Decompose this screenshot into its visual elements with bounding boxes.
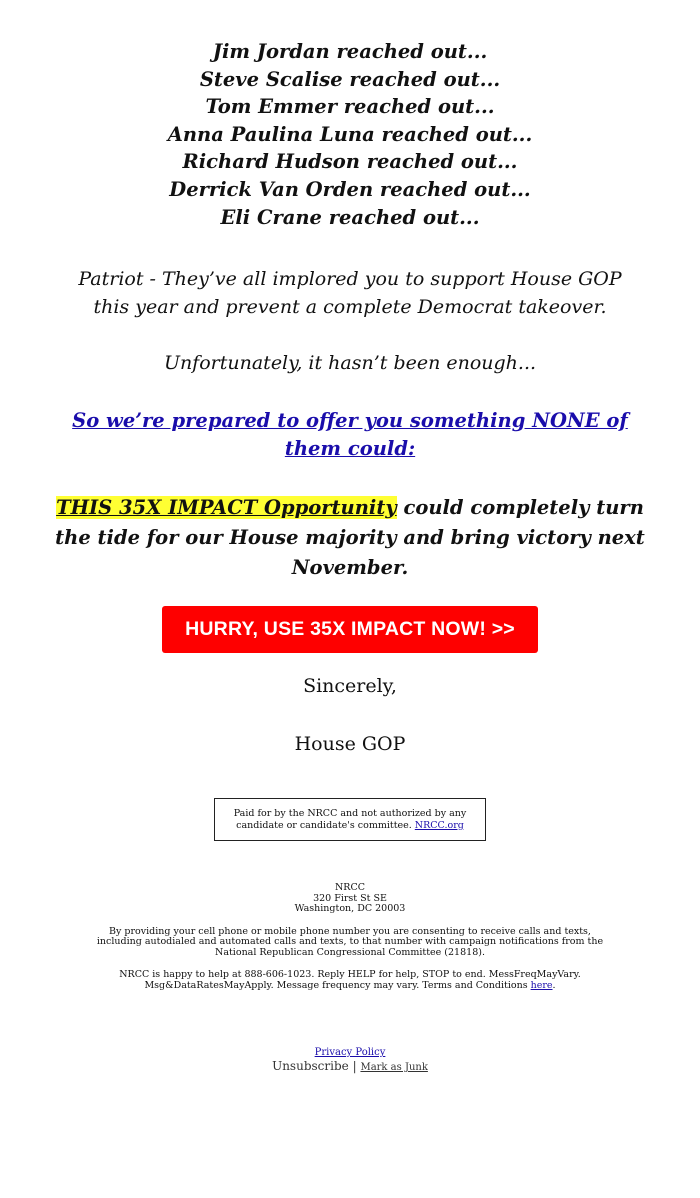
impact-paragraph <box>50 493 650 583</box>
cta-row <box>0 606 700 653</box>
unsubscribe-link[interactable]: Unsubscribe <box>272 1059 349 1074</box>
paid-for-disclaimer <box>214 798 486 841</box>
signature-text: House GOP <box>294 733 406 756</box>
footer-address <box>95 883 605 915</box>
disclaimer-text: Paid for by the NRCC and not authorized by any candidate or candidate's committee. <box>233 808 467 831</box>
link-separator: | <box>352 1059 357 1074</box>
sms-consent-text: By providing your cell phone or mobile phone number you are consenting to receive calls and texts, including autodialed and automated calls and texts, to that number with campaign notifications from the National Republican Congressional Committee (21818). <box>96 925 604 958</box>
terms-link[interactable]: here <box>530 979 553 991</box>
reached-out-line: Richard Hudson reached out... <box>182 150 518 174</box>
mark-as-junk-link[interactable]: Mark as Junk <box>360 1062 428 1074</box>
footer-street: 320 First St SE <box>313 892 387 904</box>
reached-out-line: Jim Jordan reached out... <box>212 40 488 63</box>
not-enough-paragraph: Unfortunately, it hasn’t been enough... <box>163 352 537 375</box>
patriot-paragraph: Patriot - They’ve all implored you to support House GOP this year and prevent a complete Democrat takeover. <box>78 268 622 319</box>
footer <box>95 883 605 991</box>
unsubscribe-row <box>0 1059 700 1075</box>
offer-link[interactable]: So we’re prepared to offer you something NONE of them could: <box>72 409 628 461</box>
help-text <box>95 970 605 991</box>
reached-out-line: Derrick Van Orden reached out... <box>169 177 531 201</box>
closing-text: Sincerely, <box>303 675 397 698</box>
help-text-body: NRCC is happy to help at 888-606-1023. Reply HELP for help, STOP to end. MessFreqMayVary. Msg&DataRatesMayApply. Message frequency may vary. Terms and Conditions <box>119 969 581 991</box>
use-35x-impact-button[interactable]: HURRY, USE 35X IMPACT NOW! >> <box>162 606 538 653</box>
footer-links <box>0 1047 700 1059</box>
offer-paragraph <box>70 407 630 463</box>
footer-org: NRCC <box>334 882 365 894</box>
email-body <box>0 38 700 1075</box>
help-text-end: . <box>552 979 556 991</box>
reached-out-line: Eli Crane reached out... <box>220 205 480 229</box>
reached-out-line: Anna Paulina Luna reached out... <box>167 122 533 146</box>
impact-paragraph-text: could completely turn the tide for our House majority and bring victory next November. <box>55 496 645 580</box>
footer-city: Washington, DC 20003 <box>294 903 406 915</box>
reached-out-list <box>0 38 700 231</box>
reached-out-line: Steve Scalise reached out... <box>199 67 501 91</box>
reached-out-line: Tom Emmer reached out... <box>205 95 495 119</box>
privacy-policy-link[interactable]: Privacy Policy <box>314 1047 386 1059</box>
nrcc-org-link[interactable]: NRCC.org <box>414 819 464 831</box>
impact-opportunity-link[interactable]: THIS 35X IMPACT Opportunity <box>56 496 397 520</box>
